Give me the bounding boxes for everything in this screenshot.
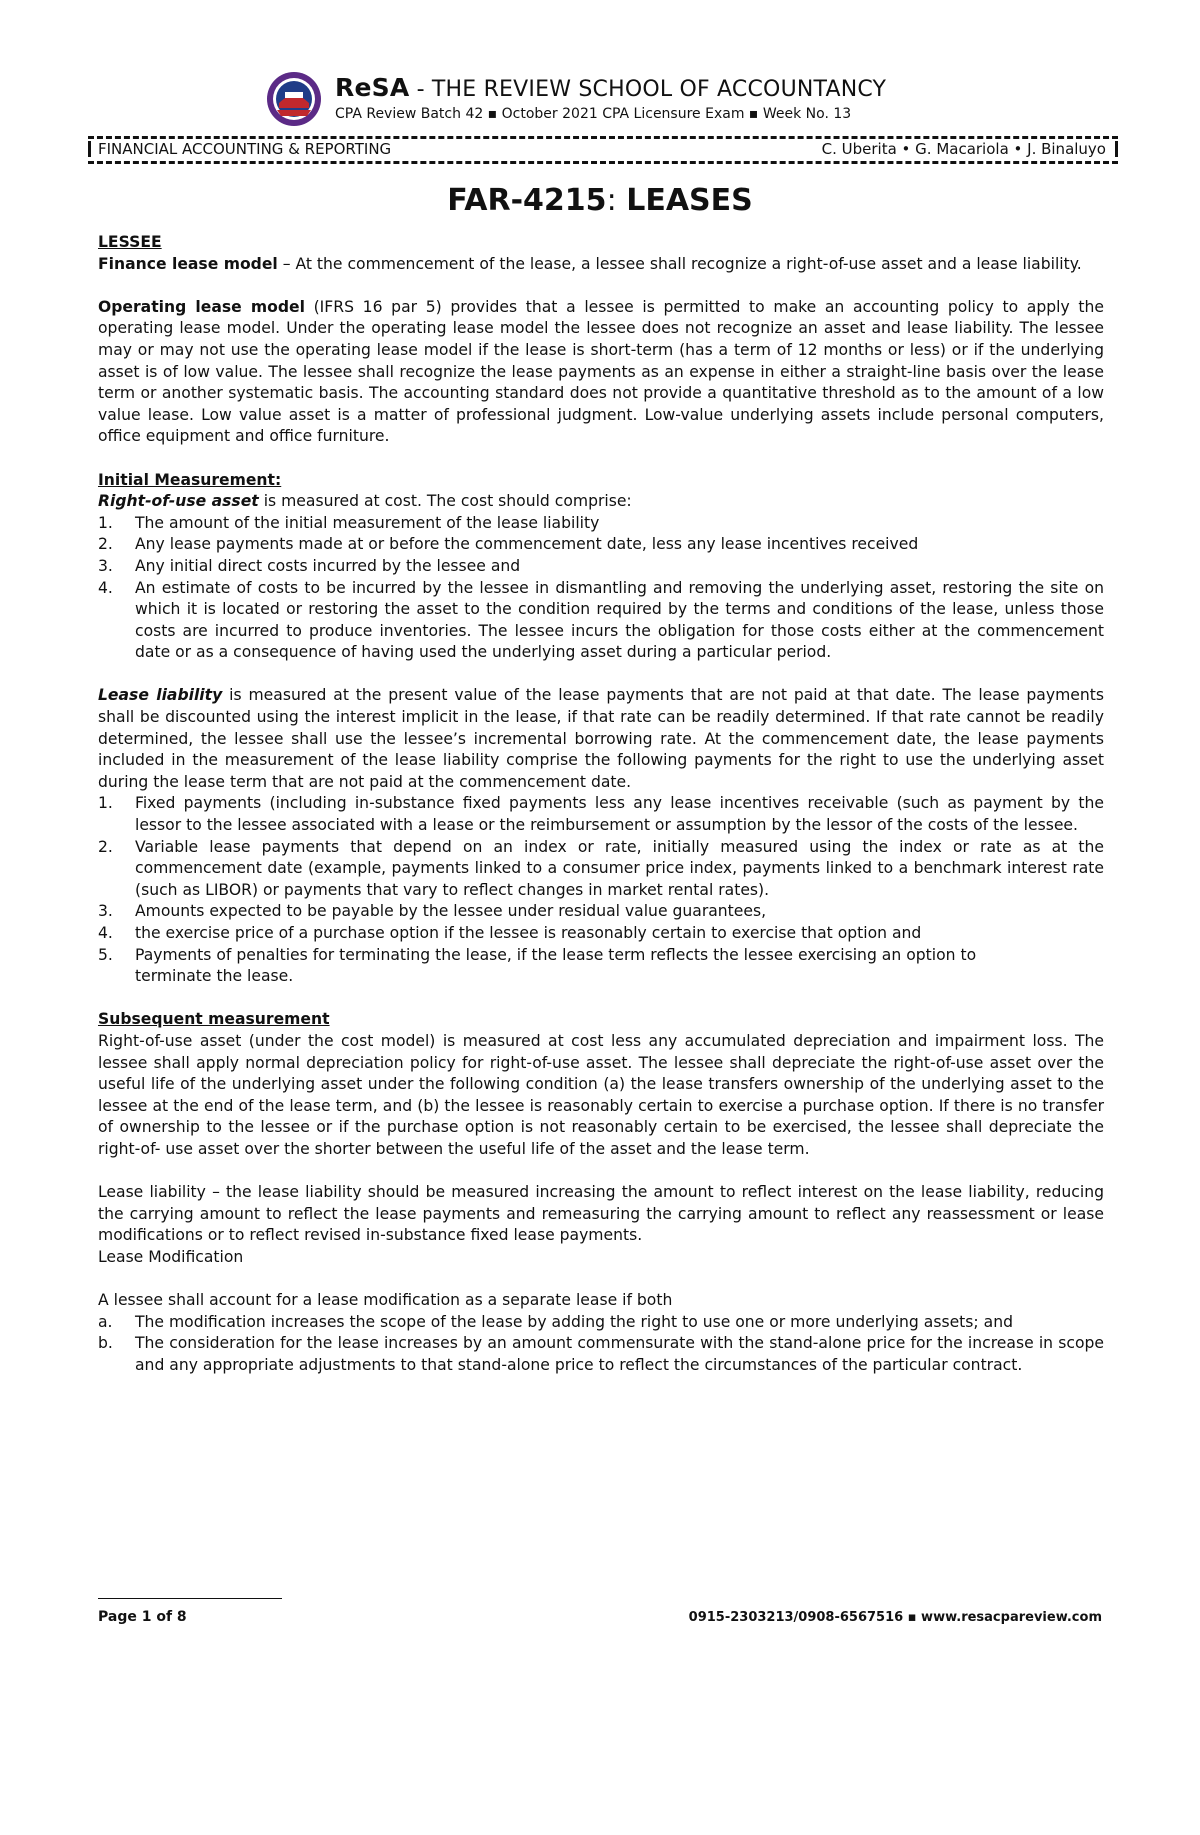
header (265, 68, 965, 128)
list-item: 4. the exercise price of a purchase option if the lessee is reasonably certain to exercise that option and (98, 924, 922, 942)
footer-contact: 0915-2303213/0908-6567516 ▪ www.resacpareview.com (688, 1610, 1102, 1625)
rou-asset-label: Right-of-use asset (98, 492, 259, 511)
lease-liability-text: is measured at the present value of the lease payments that are not paid at that date. The lease payments shall be discounted using the interest implicit in the lease, if that rate can be readily determined. If that rate cannot be readily determined, the lessee shall use the lessee’s incremental borrowing rate. At the commencement date, the lease payments included in the measurement of the lease liability comprise the following payments for the right to use the underlying asset during the lease term that are not paid at the commencement date. (98, 686, 1104, 791)
subsequent-measurement-heading: Subsequent measurement (98, 1010, 330, 1029)
initial-measurement-heading: Initial Measurement: (98, 470, 282, 489)
list-item: a. The modification increases the scope of the lease by adding the right to use one or more underlying assets; and (98, 1312, 1013, 1331)
list-item: 2. Variable lease payments that depend on an index or rate, initially measured using the index or rate as at the commencement date (example, payments linked to a consumer price index, payments linked to a benchmark interest rate (such as LIBOR) or payments that vary to reflect changes in market rental rates). (98, 837, 1104, 899)
school-name-rest: - THE REVIEW SCHOOL OF ACCOUNTANCY (409, 77, 887, 102)
title-separator: : (606, 183, 627, 218)
lease-modification-intro: A lessee shall account for a lease modification as a separate lease if both (98, 1291, 673, 1310)
operating-lease-paragraph (98, 297, 1104, 448)
list-item: 1. The amount of the initial measurement of the lease liability (98, 513, 600, 532)
finance-lease-text: – At the commencement of the lease, a lessee shall recognize a right-of-use asset and a lease liability. (277, 254, 1082, 273)
subject-bar-left-tick (88, 141, 91, 157)
list-item: 5. Payments of penalties for terminating the lease, if the lease term reflects the lessee exercising an option to terminate the lease. (98, 945, 977, 986)
lessee-heading: LESSEE (98, 233, 162, 251)
subject-name: FINANCIAL ACCOUNTING & REPORTING (98, 140, 392, 158)
operating-lease-label: Operating lease model (98, 297, 305, 316)
resa-seal-logo (265, 70, 323, 128)
lease-payments-list (98, 793, 1104, 987)
rou-asset-paragraph (98, 491, 1104, 513)
batch-line: CPA Review Batch 42 ▪ October 2021 CPA Licensure Exam ▪ Week No. 13 (335, 106, 852, 122)
subject-bar (88, 136, 1118, 164)
title-name: LEASES (626, 183, 753, 218)
authors: C. Uberita • G. Macariola • J. Binaluyo (821, 140, 1106, 158)
school-name (335, 73, 886, 102)
title-code: FAR-4215 (447, 183, 607, 218)
lease-modification-heading: Lease Modification (98, 1247, 244, 1266)
list-item: 1. Fixed payments (including in-substance fixed payments less any lease incentives receivable (such as payment by the lessor to the lessee associated with a lease or the reimbursement or assumption by the lessor of the costs of the lessee. (98, 794, 1104, 835)
document-title (0, 183, 1200, 218)
lease-modification-list (98, 1312, 1104, 1377)
rou-cost-list (98, 513, 1104, 664)
list-item: b. The consideration for the lease increases by an amount commensurate with the stand-alone price for the increase in scope and any appropriate adjustments to that stand-alone price to reflect the circumstances of the particular contract. (98, 1334, 1104, 1374)
operating-lease-text: (IFRS 16 par 5) provides that a lessee is permitted to make an accounting policy to apply the operating lease model. Under the operating lease model the lessee does not recognize an asset and lease liability. The lessee may or may not use the operating lease model if the lease is short-term (has a term of 12 months or less) or if the underlying asset is of low value. The lessee shall recognize the lease payments as an expense in either a straight-line basis over the lease term or another systematic basis. The accounting standard does not provide a quantitative threshold as to the amount of a low value lease. Low value asset is a matter of professional judgment. Low-value underlying assets include personal computers, office equipment and office furniture. (98, 297, 1104, 446)
finance-lease-paragraph (98, 254, 1104, 276)
school-name-re: Re (335, 73, 372, 102)
list-item: 3. Any initial direct costs incurred by the lessee and (98, 556, 521, 575)
document-body (98, 232, 1104, 1376)
footer-rule (98, 1598, 282, 1599)
subsequent-rou-paragraph: Right-of-use asset (under the cost model) is measured at cost less any accumulated depreciation and impairment loss. The lessee shall apply normal depreciation policy for right-of-use asset. The lessee shall depreciate the right-of-use asset over the useful life of the underlying asset under the following condition (a) the lease transfers ownership of the underlying asset to the lessee at the end of the lease term, and (b) the lessee is reasonably certain to exercise a purchase option. If there is no transfer of ownership to the lessee or if the purchase option is not reasonably certain to be exercised, the lessee shall depreciate the right-of- use asset over the shorter between the useful life of the asset and the lease term. (98, 1031, 1104, 1158)
lease-liability-paragraph (98, 685, 1104, 793)
list-item: 4. An estimate of costs to be incurred by the lessee in dismantling and removing the underlying asset, restoring the site on which it is located or restoring the asset to the condition required by the terms and conditions of the lease, unless those costs are incurred to produce inventories. The lessee incurs the obligation for those costs either at the commencement date or as a consequence of having used the underlying asset during a particular period. (98, 578, 1104, 662)
list-item: 2. Any lease payments made at or before the commencement date, less any lease incentives received (98, 535, 919, 554)
school-name-sa: SA (371, 73, 410, 102)
subsequent-ll-paragraph: Lease liability – the lease liability should be measured increasing the amount to reflect interest on the lease liability, reducing the carrying amount to reflect the lease payments and remeasuring the carrying amount to reflect any reassessment or lease modifications or to reflect revised in-substance fixed lease payments. (98, 1183, 1104, 1245)
list-item: 3. Amounts expected to be payable by the lessee under residual value guarantees, (98, 902, 767, 921)
finance-lease-label: Finance lease model (98, 254, 278, 273)
page-number: Page 1 of 8 (98, 1609, 187, 1625)
rou-asset-text: is measured at cost. The cost should comprise: (258, 492, 632, 511)
subject-bar-right-tick (1115, 141, 1118, 157)
lease-liability-label: Lease liability (98, 686, 223, 705)
